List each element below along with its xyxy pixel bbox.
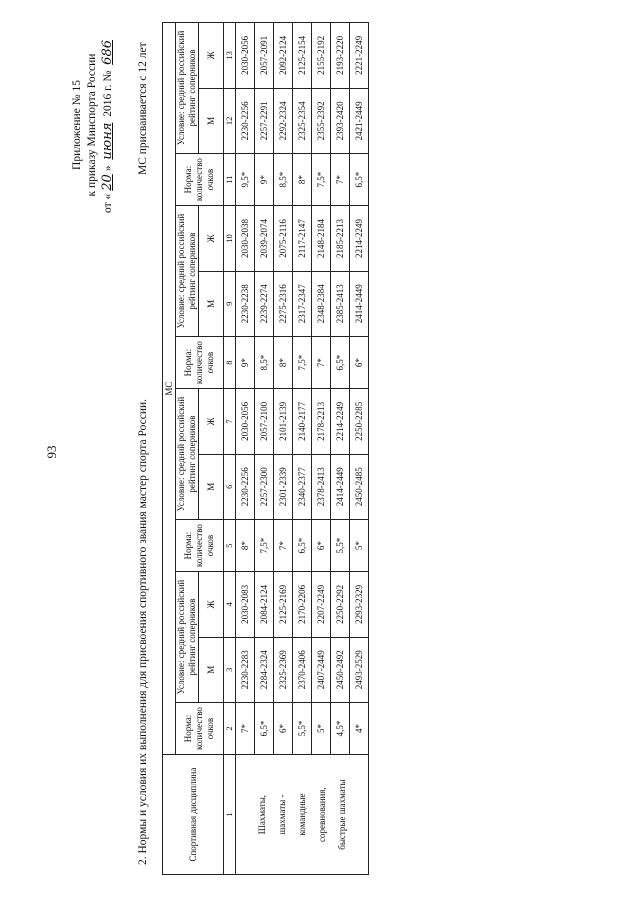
- table-cell: 2092-2124: [274, 23, 293, 89]
- table-cell: 2207-2249: [312, 572, 331, 637]
- discipline-line: соревнования,: [317, 787, 327, 842]
- discipline-header: Спортивная дисциплина: [163, 755, 224, 875]
- table-cell: 6,5*: [255, 702, 274, 754]
- appendix-date-line: [100, 35, 116, 215]
- table-cell: 6,5*: [331, 336, 350, 388]
- column-number: 4: [224, 572, 236, 637]
- column-number: 11: [224, 154, 236, 206]
- table-cell: 2221-2249: [350, 23, 369, 89]
- table-cell: 5,5*: [293, 702, 312, 754]
- page-number: 93: [44, 445, 59, 459]
- table-cell: 2185-2213: [331, 206, 350, 271]
- table-cell: 8*: [236, 519, 255, 571]
- table-cell: 2450-2492: [331, 637, 350, 702]
- table-row: [274, 23, 293, 875]
- table-cell: 2230-2238: [236, 271, 255, 336]
- table-cell: 7,5*: [312, 154, 331, 206]
- table-cell: 2257-2291: [255, 88, 274, 153]
- men-header: М: [199, 271, 224, 336]
- norm-header: Норма: количество очков: [176, 336, 224, 388]
- table-cell: 2385-2413: [331, 271, 350, 336]
- table-cell: 2370-2406: [293, 637, 312, 702]
- date-mid: »: [102, 165, 114, 172]
- table-cell: 7*: [331, 154, 350, 206]
- men-header: М: [199, 637, 224, 702]
- table-cell: 6*: [274, 702, 293, 754]
- table-cell: 5,5*: [331, 519, 350, 571]
- condition-header: Условие: средний российский рейтинг соперников: [176, 572, 199, 703]
- table-cell: 6,5*: [350, 154, 369, 206]
- table-cell: 2155-2192: [312, 23, 331, 89]
- condition-header: Условие: средний российский рейтинг соперников: [176, 23, 199, 154]
- table-cell: 2292-2324: [274, 88, 293, 153]
- table-cell: 2101-2139: [274, 389, 293, 454]
- table-cell: 2275-2316: [274, 271, 293, 336]
- table-cell: 8*: [274, 336, 293, 388]
- table-cell: 4*: [350, 702, 369, 754]
- table-cell: 2414-2449: [350, 271, 369, 336]
- table-cell: 5*: [350, 519, 369, 571]
- condition-header: Условие: средний российский рейтинг соперников: [176, 389, 199, 520]
- column-number: 12: [224, 88, 236, 153]
- appendix-block: [70, 35, 116, 215]
- table-cell: 9*: [236, 336, 255, 388]
- table-row: [255, 23, 274, 875]
- handwritten-order-number: 686: [100, 39, 115, 65]
- table-cell: 2325-2354: [293, 88, 312, 153]
- table-cell: 2293-2329: [350, 572, 369, 637]
- table-cell: 2125-2169: [274, 572, 293, 637]
- column-number: 7: [224, 389, 236, 454]
- handwritten-day: 20: [100, 174, 115, 191]
- discipline-cell: [236, 755, 369, 875]
- ms-age-note: МС присваивается с 12 лет: [137, 42, 149, 175]
- discipline-line: командные: [297, 793, 307, 836]
- table-cell: 2355-2392: [312, 88, 331, 153]
- table-cell: 2348-2384: [312, 271, 331, 336]
- table-cell: 2325-2369: [274, 637, 293, 702]
- table-cell: 6,5*: [293, 519, 312, 571]
- table-cell: 9*: [255, 154, 274, 206]
- column-number: 1: [224, 755, 236, 875]
- table-cell: 2057-2091: [255, 23, 274, 89]
- table-cell: 2214-2249: [350, 206, 369, 271]
- norm-header: Норма: количество очков: [176, 702, 224, 754]
- date-prefix: от «: [102, 193, 114, 214]
- date-year: 2016 г. №: [102, 70, 114, 117]
- table-cell: 2230-2256: [236, 88, 255, 153]
- table-cell: 2193-2220: [331, 23, 350, 89]
- table-cell: 7*: [312, 336, 331, 388]
- condition-header: Условие: средний российский рейтинг соперников: [176, 206, 199, 337]
- table-cell: 8*: [293, 154, 312, 206]
- column-number: 10: [224, 206, 236, 271]
- table-cell: 2140-2177: [293, 389, 312, 454]
- table-cell: 7,5*: [255, 519, 274, 571]
- table-cell: 9,5*: [236, 154, 255, 206]
- table-cell: 2250-2292: [331, 572, 350, 637]
- norm-header: Норма: количество очков: [176, 519, 224, 571]
- norms-table: [162, 22, 369, 875]
- discipline-line: быстрые шахматы: [337, 779, 347, 850]
- norm-header: Норма: количество очков: [176, 154, 224, 206]
- table-cell: 2257-2300: [255, 454, 274, 519]
- table-cell: 2030-2083: [236, 572, 255, 637]
- handwritten-month: июня: [100, 122, 115, 160]
- section-heading: 2. Нормы и условия их выполнения для присвоения спортивного звания мастер спорта России.: [137, 398, 149, 865]
- table-cell: 2084-2124: [255, 572, 274, 637]
- table-cell: 7*: [274, 519, 293, 571]
- table-cell: 2030-2056: [236, 389, 255, 454]
- column-number: 8: [224, 336, 236, 388]
- table-cell: 7*: [236, 702, 255, 754]
- table-cell: 2317-2347: [293, 271, 312, 336]
- table-cell: 2039-2074: [255, 206, 274, 271]
- column-number: 6: [224, 454, 236, 519]
- table-cell: 2170-2206: [293, 572, 312, 637]
- table-cell: 2239-2274: [255, 271, 274, 336]
- table-cell: 2057-2100: [255, 389, 274, 454]
- women-header: Ж: [199, 389, 224, 454]
- table-cell: 2230-2283: [236, 637, 255, 702]
- table-cell: 6*: [350, 336, 369, 388]
- discipline-line: шахматы -: [277, 794, 287, 835]
- table-row: [293, 23, 312, 875]
- table-cell: 2493-2529: [350, 637, 369, 702]
- table-cell: 8,5*: [255, 336, 274, 388]
- table-cell: 8,5*: [274, 154, 293, 206]
- table-cell: 5*: [312, 702, 331, 754]
- discipline-line: Шахматы,: [257, 795, 267, 835]
- appendix-order-ref: к приказу Минспорта России: [86, 53, 98, 197]
- table-cell: 2450-2485: [350, 454, 369, 519]
- table-cell: 2075-2116: [274, 206, 293, 271]
- table-cell: 2250-2285: [350, 389, 369, 454]
- men-header: М: [199, 454, 224, 519]
- table-cell: 2340-2377: [293, 454, 312, 519]
- table-cell: 2284-2324: [255, 637, 274, 702]
- table-cell: 2178-2213: [312, 389, 331, 454]
- table-cell: 2030-2038: [236, 206, 255, 271]
- table-row: [331, 23, 350, 875]
- table-row: [312, 23, 331, 875]
- table-cell: 2148-2184: [312, 206, 331, 271]
- table-cell: 2030-2056: [236, 23, 255, 89]
- table-cell: 2230-2256: [236, 454, 255, 519]
- table-cell: 4,5*: [331, 702, 350, 754]
- women-header: Ж: [199, 206, 224, 271]
- table-cell: 2393-2420: [331, 88, 350, 153]
- table-cell: 7,5*: [293, 336, 312, 388]
- column-number: 13: [224, 23, 236, 89]
- column-number: 5: [224, 519, 236, 571]
- column-number-row: [224, 23, 236, 875]
- table-cell: 2117-2147: [293, 206, 312, 271]
- appendix-title: Приложение № 15: [71, 80, 83, 170]
- table-header-row-groups: [176, 23, 199, 875]
- column-number: 2: [224, 702, 236, 754]
- table-cell: 2378-2413: [312, 454, 331, 519]
- column-number: 9: [224, 271, 236, 336]
- table-cell: 2407-2449: [312, 637, 331, 702]
- table-cell: 2301-2339: [274, 454, 293, 519]
- column-number: 3: [224, 637, 236, 702]
- table-cell: 6*: [312, 519, 331, 571]
- table-row: [236, 23, 255, 875]
- table-cell: 2421-2449: [350, 88, 369, 153]
- table-cell: 2125-2154: [293, 23, 312, 89]
- women-header: Ж: [199, 23, 224, 89]
- ms-header: МС: [163, 23, 176, 755]
- women-header: Ж: [199, 572, 224, 637]
- table-cell: 2414-2449: [331, 454, 350, 519]
- table-header-row-ms: [163, 23, 176, 875]
- table-row: [350, 23, 369, 875]
- table-cell: 2214-2249: [331, 389, 350, 454]
- men-header: М: [199, 88, 224, 153]
